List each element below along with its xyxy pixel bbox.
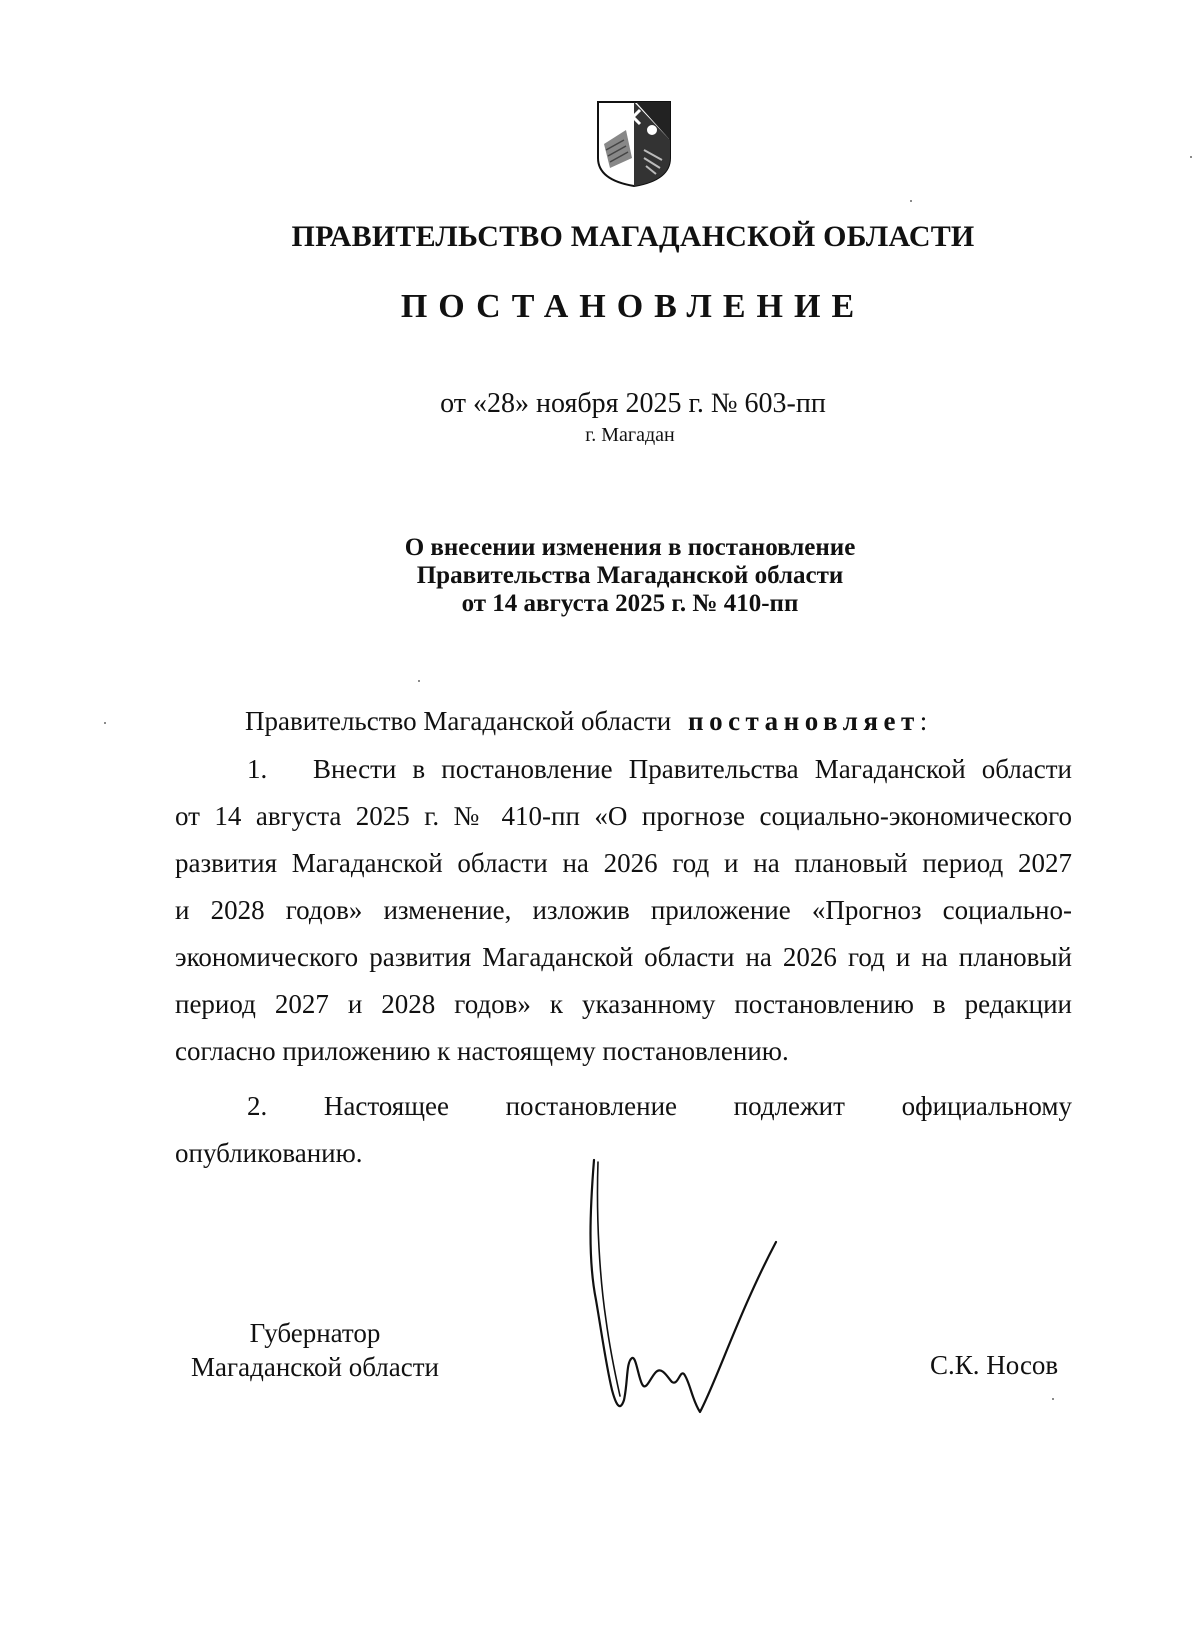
document-subject [300,534,960,618]
scan-speck [104,722,106,724]
paragraph-line: экономического развития Магаданской области на 2026 год и на плановый [175,942,1072,972]
scan-speck [1052,1398,1054,1400]
subject-line: Правительства Магаданской области [416,562,844,589]
paragraph-number: 2. [247,1091,268,1121]
paragraph-word: официальному [901,1091,1072,1121]
document-date-number: от «28» ноября 2025 г. № 603-пп [440,388,826,419]
paragraph-line [175,1083,1072,1130]
paragraph-word: постановление [505,1091,678,1121]
paragraph-line: согласно приложению к настоящему постановлению. [175,1036,789,1066]
paragraph-line: опубликованию. [175,1138,363,1168]
paragraph-line: развития Магаданской области на 2026 год и на плановый период 2027 [175,848,1072,878]
subject-line: О внесении изменения в постановление [404,534,856,561]
signatory-position-line: Магаданской области [191,1352,439,1382]
preamble [245,706,927,737]
scan-speck [1190,156,1192,158]
paragraph-word: Настоящее [323,1091,449,1121]
signatory-position-line: Губернатор [249,1318,381,1348]
paragraph-1 [175,746,1072,1075]
paragraph-line: период 2027 и 2028 годов» к указанному постановлению в редакции [175,989,1072,1019]
handwritten-signature [576,1150,806,1430]
paragraph-line: и 2028 годов» изменение, изложив приложение «Прогноз социально- [175,895,1072,925]
coat-of-arms-emblem [596,100,672,188]
signatory-name: С.К. Носов [930,1350,1059,1380]
paragraph-line-text: Внести в постановление Правительства Магаданской области [313,754,1072,784]
paragraph-number: 1. [247,754,268,784]
organization-title: ПРАВИТЕЛЬСТВО МАГАДАНСКОЙ ОБЛАСТИ [291,220,975,253]
paragraph-line: от 14 августа 2025 г. № 410-пп «О прогнозе социально-экономического [175,801,1072,831]
scan-speck [910,200,912,202]
preamble-text: Правительство Магаданской области [245,706,672,736]
paragraph-word: подлежит [733,1091,845,1121]
preamble-verb: постановляет [688,706,920,736]
paragraph-line [175,746,1072,793]
document-type-title: ПОСТАНОВЛЕНИЕ [400,288,866,325]
signatory-position [180,1316,450,1384]
preamble-colon: : [919,706,928,736]
subject-line: от 14 августа 2025 г. № 410-пп [461,590,799,617]
document-place: г. Магадан [585,424,675,446]
scan-speck [418,680,420,682]
